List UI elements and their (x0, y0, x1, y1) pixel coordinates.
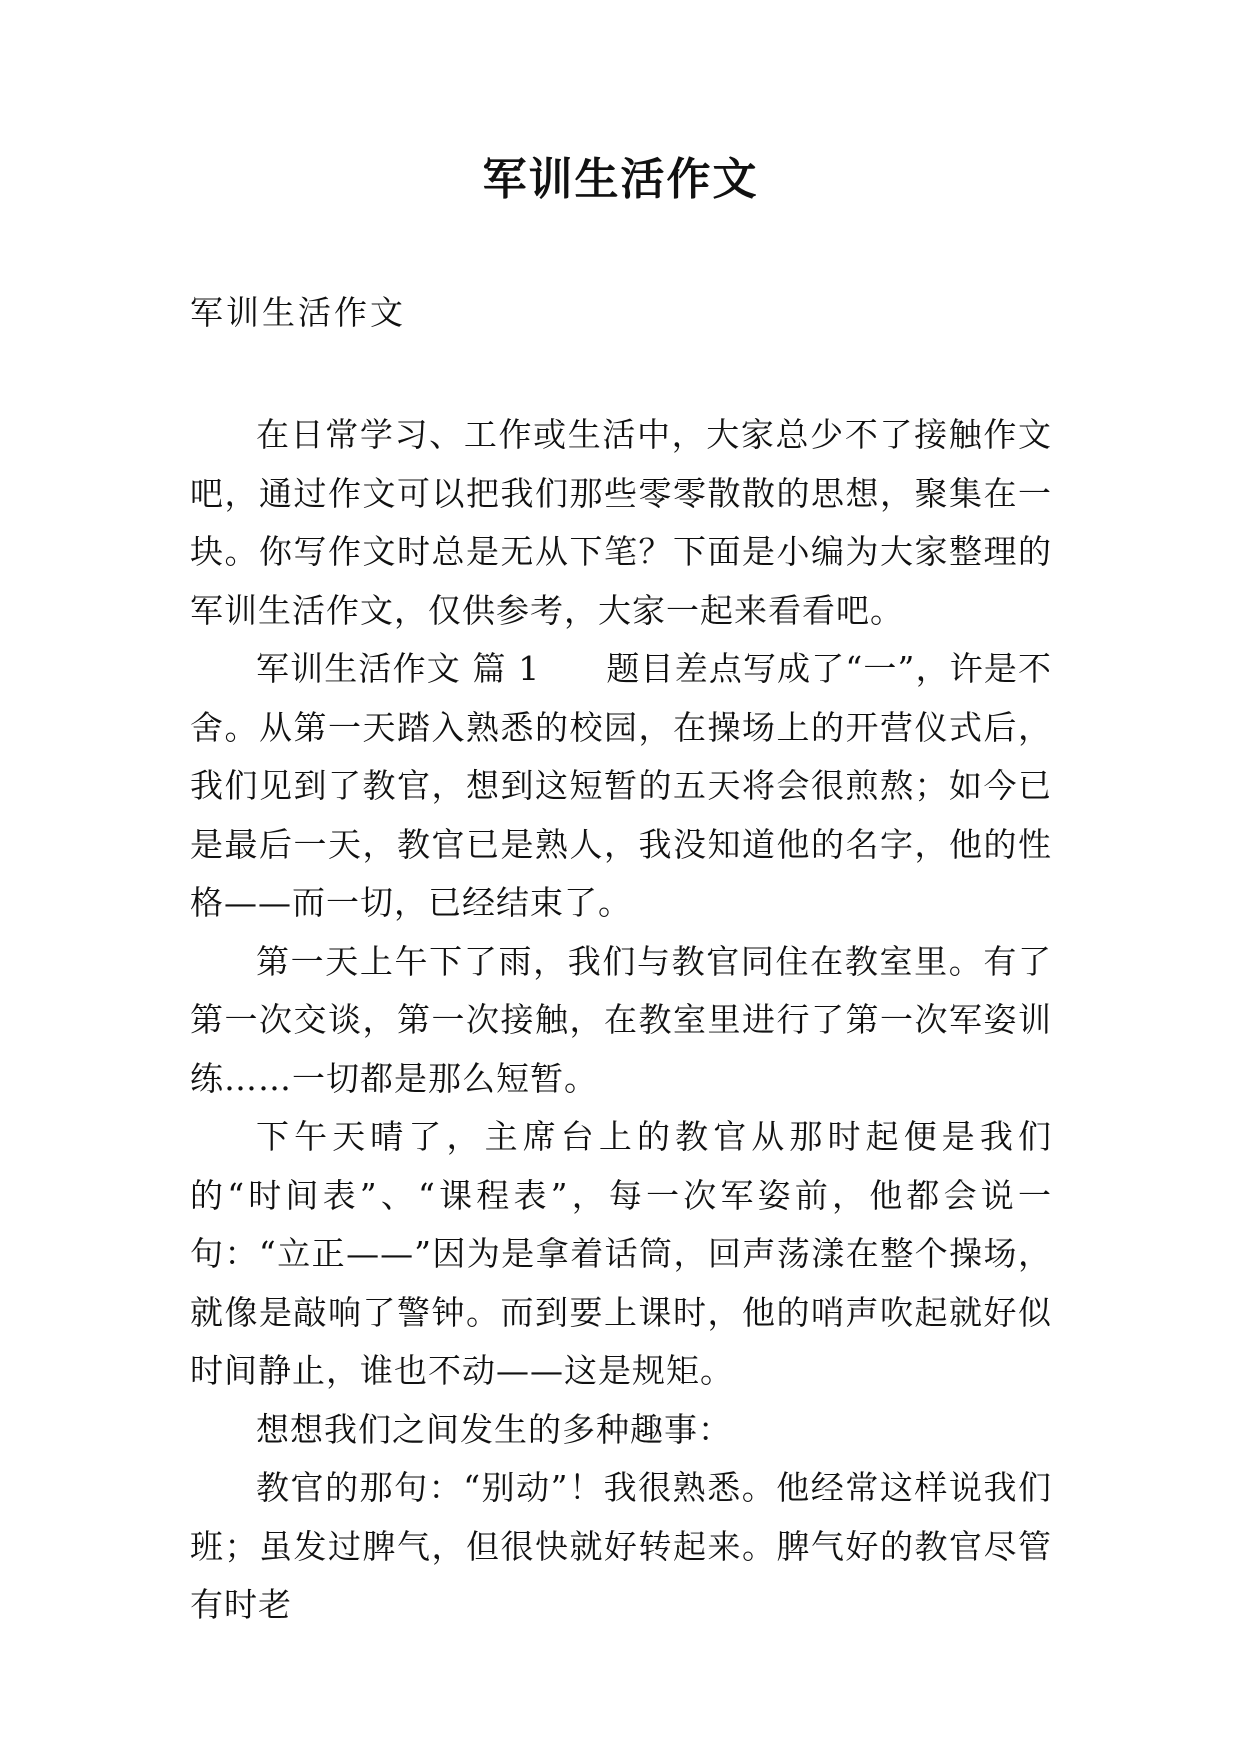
paragraph-first-day: 第一天上午下了雨，我们与教官同住在教室里。有了第一次交谈，第一次接触，在教室里进行了第一次军姿训练……一切都是那么短暂。 (190, 941, 1052, 1098)
paragraph-fun-things: 想想我们之间发生的多种趣事： (256, 1409, 732, 1449)
paragraph-intro: 在日常学习、工作或生活中，大家总少不了接触作文吧，通过作文可以把我们那些零零散散的思想，聚集在一块。你写作文时总是无从下笔？下面是小编为大家整理的军训生活作文，仅供参考，大家一起来看看吧。 (190, 415, 1052, 630)
document-title: 军训生活作文 (482, 154, 759, 205)
section-heading: 军训生活作文 篇 1 (256, 649, 541, 688)
paragraph-section-1 (190, 640, 1052, 933)
paragraph-section-1-text: 题目差点写成了“一”，许是不舍。从第一天踏入熟悉的校园，在操场上的开营仪式后，我们见到了教官，想到这短暂的五天将会很煎熬；如今已是最后一天，教官已是熟人，我没知道他的名字，他的性格——而一切，已经结束了。 (190, 649, 1052, 922)
paragraph-afternoon: 下午天晴了，主席台上的教官从那时起便是我们的“时间表”、“课程表”，每一次军姿前，他都会说一句：“立正——”因为是拿着话筒，回声荡漾在整个操场，就像是敲响了警钟。而到要上课时，他的哨声吹起就好似时间静止，谁也不动——这是规矩。 (190, 1117, 1052, 1390)
document-subtitle: 军训生活作文 (190, 293, 406, 332)
paragraph-instructor: 教官的那句：“别动”！我很熟悉。他经常这样说我们班；虽发过脾气，但很快就好转起来。脾气好的教官尽管有时老 (190, 1468, 1052, 1624)
document-body (190, 406, 1052, 1635)
